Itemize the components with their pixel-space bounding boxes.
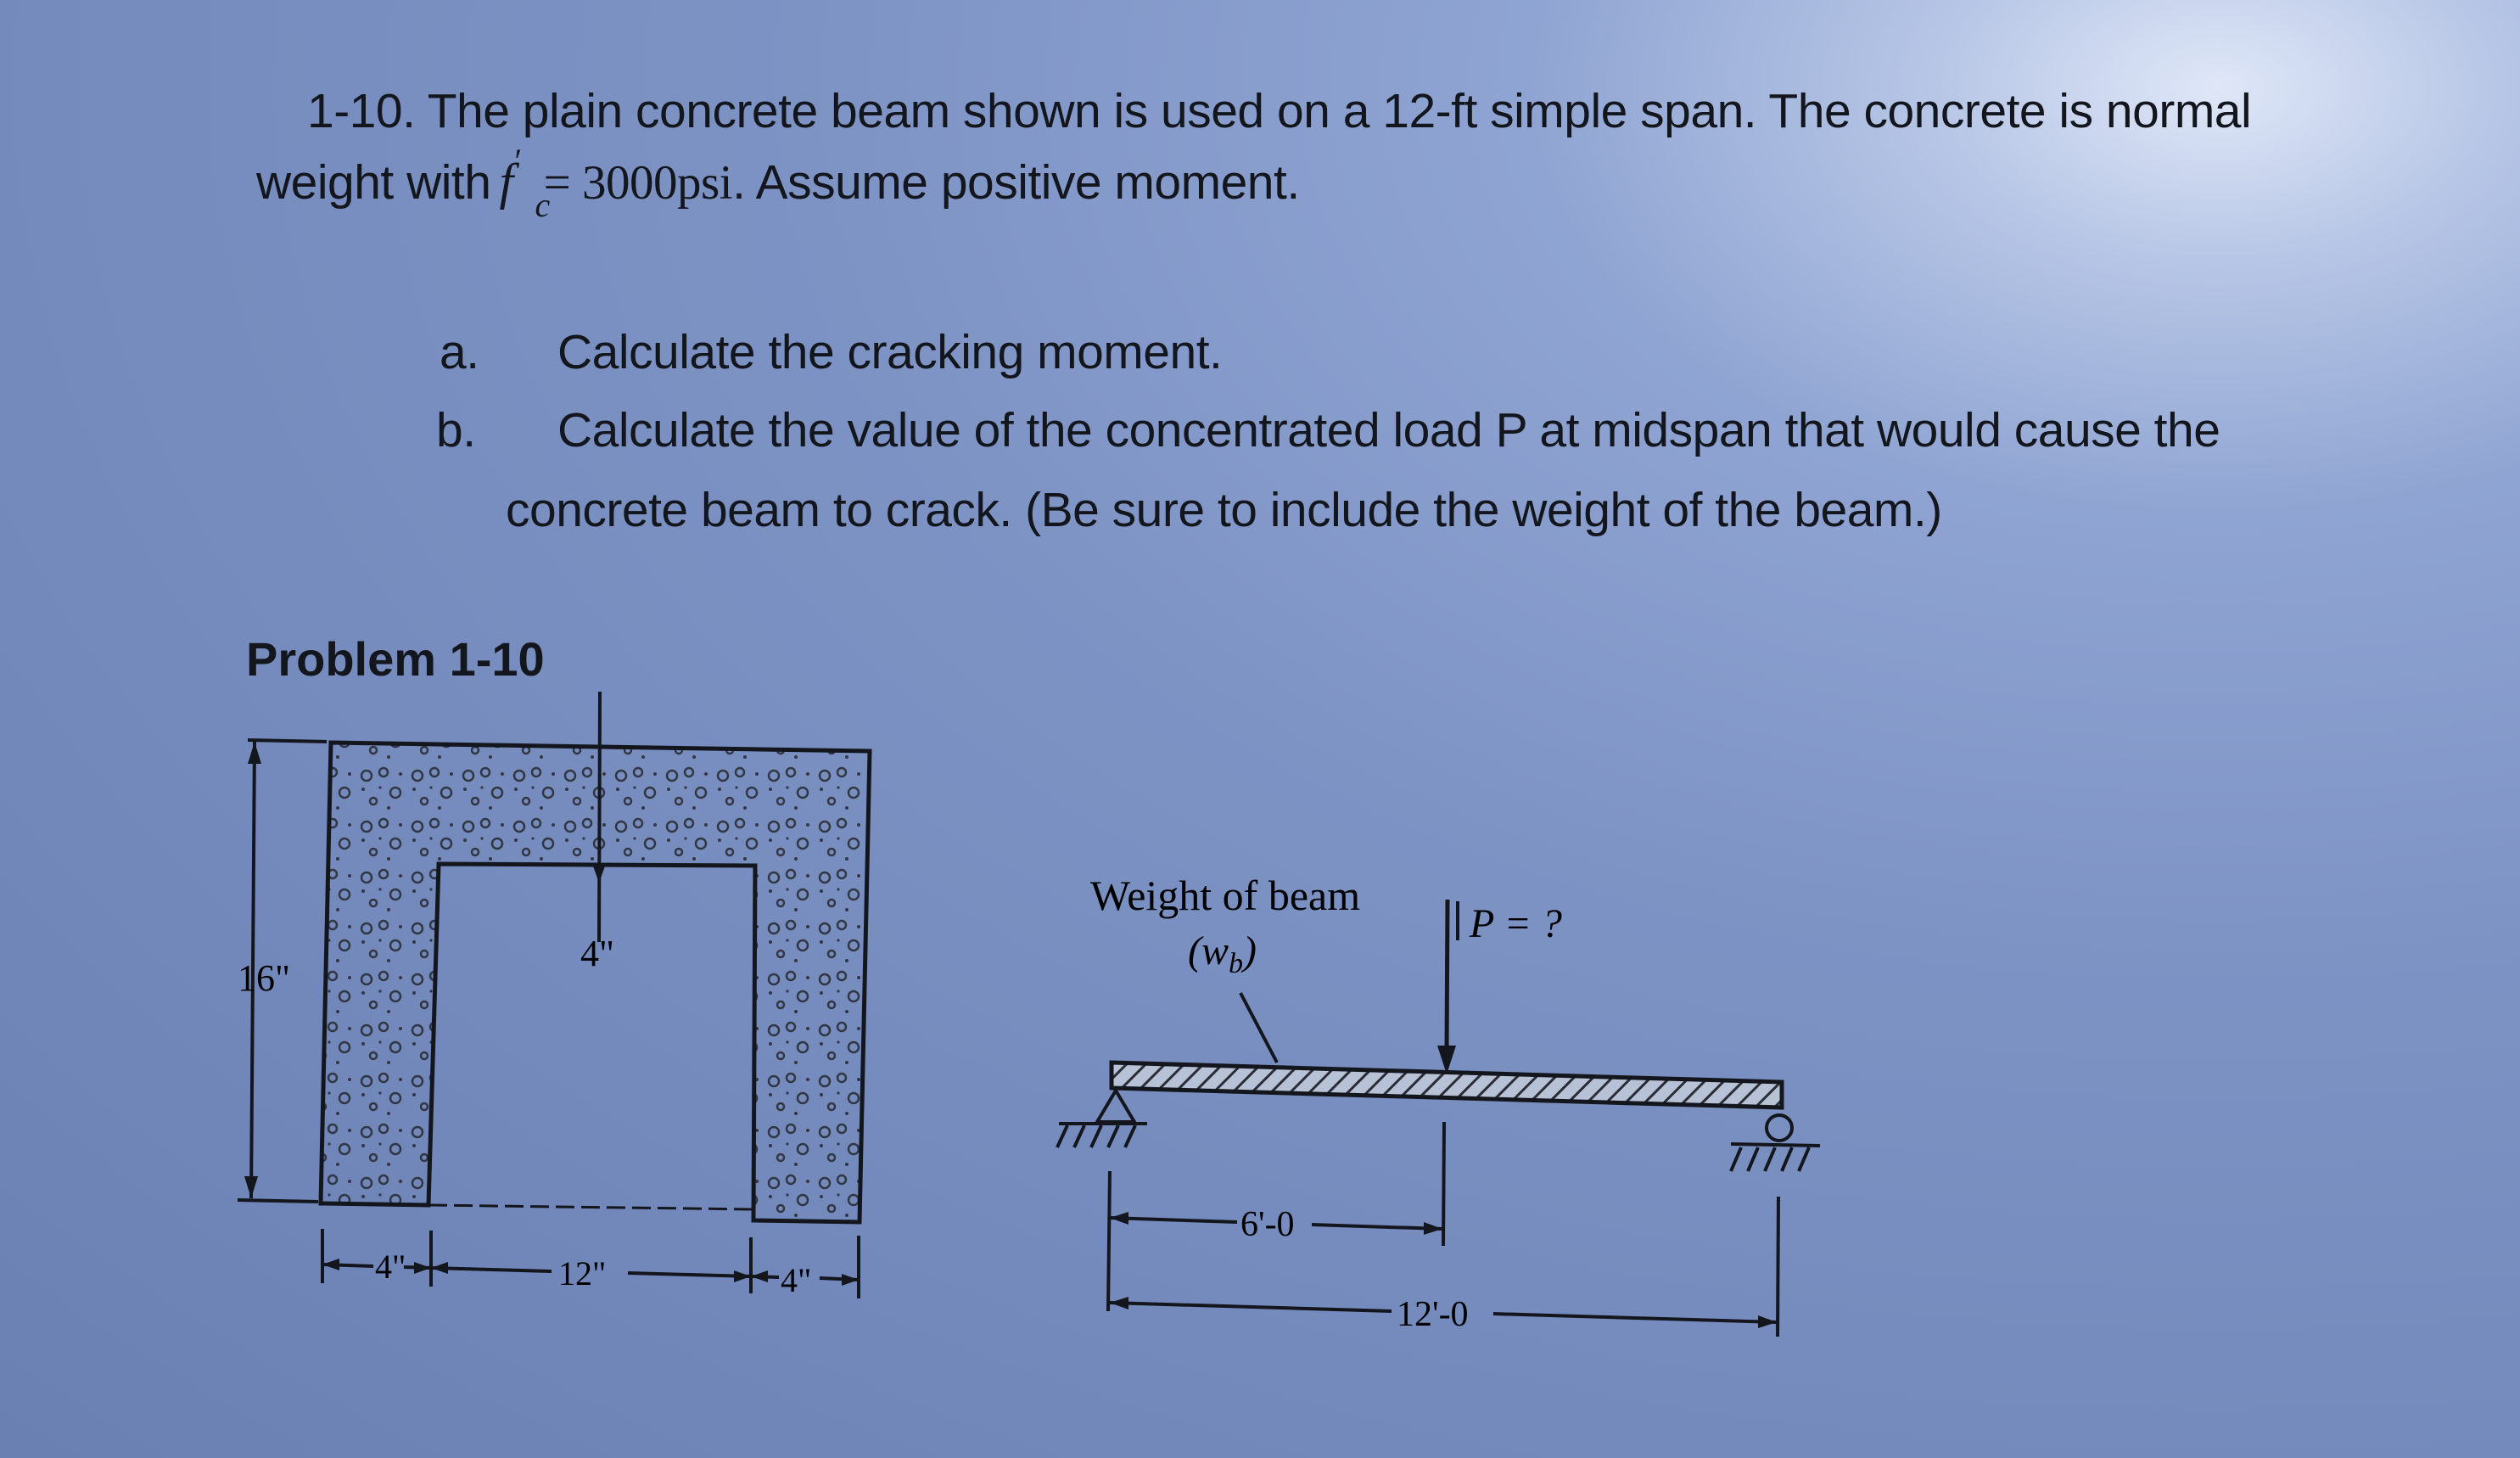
part-a-text: Calculate the cracking moment. [557,325,1223,379]
dim-mid-label: 12" [558,1254,607,1293]
load-label: P = ? [1470,901,1562,946]
statement-prefix: weight with [256,155,491,210]
dim-half-label: 6'-0 [1240,1205,1295,1244]
part-b-text-continued: concrete beam to crack. (Be sure to include the weight of the beam.) [506,483,1942,537]
part-a-label: a. [440,325,479,379]
statement-suffix: . Assume positive moment. [732,155,1300,210]
weight-symbol: $(w_b)$ [1188,928,1257,979]
part-b-text: Calculate the value of the concentrated load P at midspan that would cause the [557,403,2220,457]
pin-support [1057,1091,1147,1147]
part-b-label: b. [436,403,476,457]
fc-value: = 3000psi [543,156,733,210]
figure-title: Problem 1-10 [246,632,545,686]
stem-label: 4" [580,933,614,974]
weight-leader [1240,993,1277,1063]
height-label: 16" [238,957,290,999]
point-load-arrow [1437,900,1456,1074]
dim-right-label: 4" [781,1261,812,1299]
problem-statement-line1: 1-10. The plain concrete beam shown is used on a 12-ft simple span. The concrete is normal [307,84,2252,138]
dim-full-label: 12'-0 [1397,1295,1469,1334]
roller-support [1731,1115,1820,1171]
dim-left-label: 4" [375,1248,406,1286]
weight-label: Weight of beam [1090,872,1361,919]
fc-symbol: f ′ c [499,142,550,224]
